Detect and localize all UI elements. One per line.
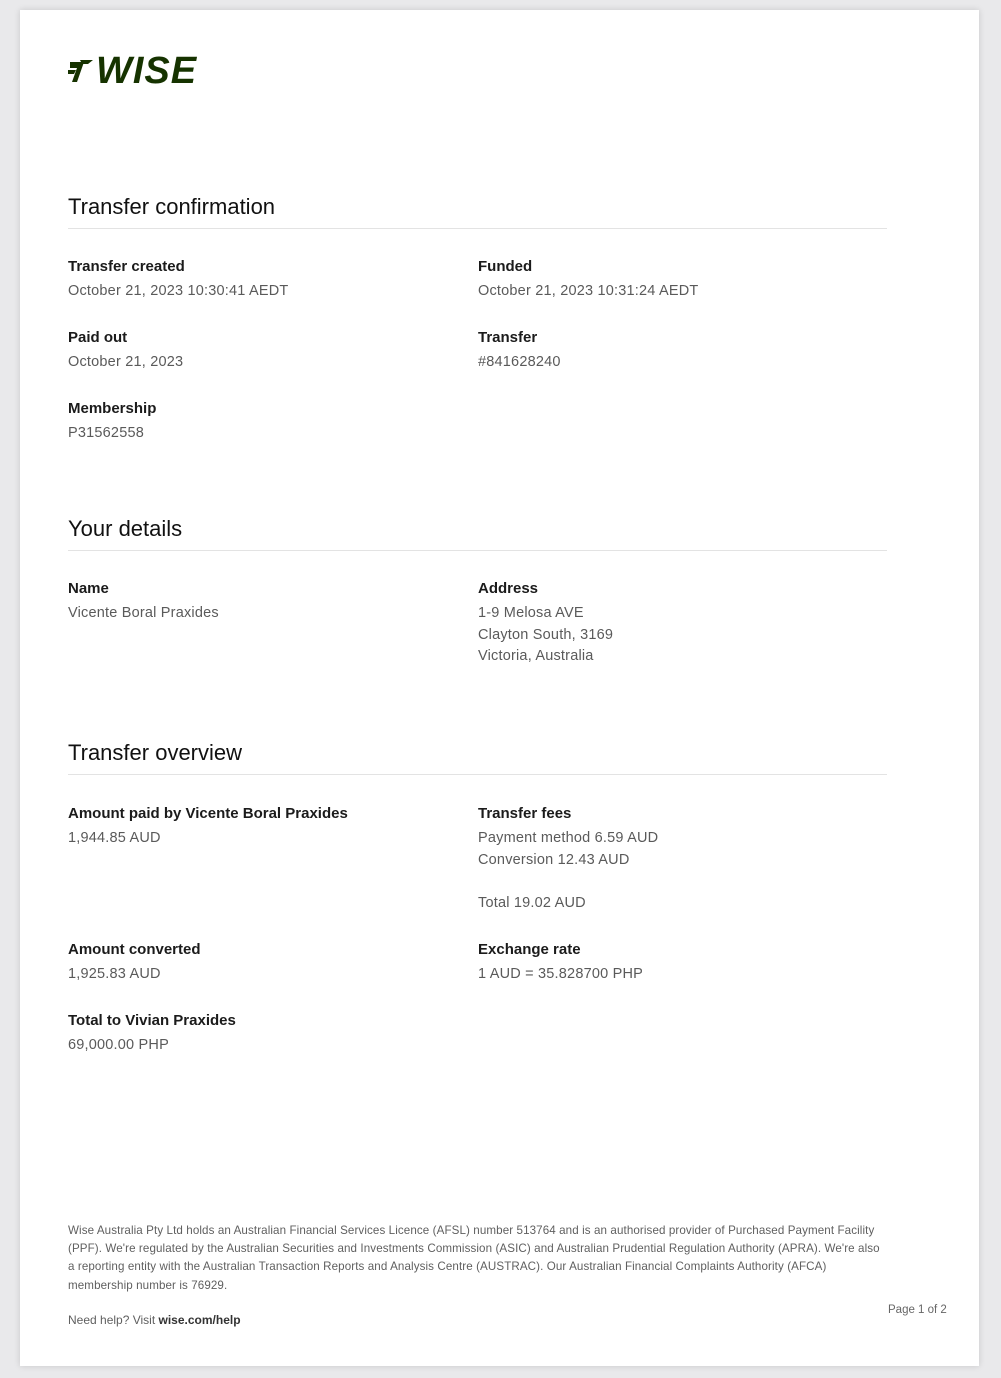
field-transfer-id (478, 329, 561, 374)
wise-logo (68, 52, 197, 90)
field-transfer-fees (478, 805, 658, 915)
field-value: October 21, 2023 10:31:24 AEDT (478, 283, 699, 299)
field-name (68, 580, 219, 625)
field-label: Paid out (68, 329, 128, 346)
legal-disclaimer: Wise Australia Pty Ltd holds an Australian Financial Services Licence (AFSL) number 513764 and is an authorised provider of Purchased Payment Facility (PPF). We're regulated by the Australian Securities and Investments Commission (ASIC) and Australian Prudential Regulation Authority (APRA). We're also a reporting entity with the Australian Transaction Reports and Analysis Centre (AUSTRAC). Our Australian Financial Complaints Authority (AFCA) membership number is 76929. (68, 1224, 880, 1292)
document-page (20, 10, 979, 1366)
field-label: Amount paid by Vicente Boral Praxides (68, 805, 348, 822)
section-title-transfer-overview: Transfer overview (68, 740, 887, 775)
field-total-to-recipient (68, 1012, 236, 1057)
field-label: Membership (68, 400, 157, 417)
field-value: 69,000.00 PHP (68, 1037, 169, 1053)
field-label: Transfer (478, 329, 538, 346)
field-exchange-rate (478, 941, 643, 986)
field-address (478, 580, 613, 668)
field-amount-paid (68, 805, 348, 850)
field-value: #841628240 (478, 354, 561, 370)
transfer-overview-section (68, 740, 887, 1070)
address-line-1: 1-9 Melosa AVE (478, 605, 584, 621)
field-value: 1 AUD = 35.828700 PHP (478, 966, 644, 982)
field-label: Total to Vivian Praxides (68, 1012, 236, 1029)
field-label: Amount converted (68, 941, 201, 958)
field-label: Name (68, 580, 109, 597)
field-funded (478, 258, 698, 303)
field-value: 1,944.85 AUD (68, 830, 161, 846)
help-line (68, 1313, 241, 1327)
field-label: Transfer created (68, 258, 185, 275)
field-value: 1,925.83 AUD (68, 966, 161, 982)
wise-flag-icon (68, 58, 94, 84)
field-value: October 21, 2023 10:30:41 AEDT (68, 283, 289, 299)
field-membership (68, 400, 156, 445)
field-value: October 21, 2023 (68, 354, 184, 370)
field-paid-out (68, 329, 183, 374)
field-label: Transfer fees (478, 805, 572, 822)
your-details-section (68, 516, 887, 686)
help-link[interactable]: wise.com/help (158, 1313, 241, 1327)
field-amount-converted (68, 941, 201, 986)
help-prefix: Need help? Visit (68, 1313, 159, 1327)
field-label: Address (478, 580, 539, 597)
page-number: Page 1 of 2 (888, 1304, 947, 1316)
transfer-confirmation-section (68, 194, 887, 454)
field-label: Exchange rate (478, 941, 581, 958)
wise-logo-text: WISE (96, 50, 198, 92)
address-line-3: Victoria, Australia (478, 648, 594, 664)
field-label: Funded (478, 258, 533, 275)
fee-total: Total 19.02 AUD (478, 895, 586, 911)
fee-conversion: Conversion 12.43 AUD (478, 851, 630, 868)
fee-payment-method: Payment method 6.59 AUD (478, 830, 659, 846)
field-transfer-created (68, 258, 288, 303)
field-value: P31562558 (68, 425, 144, 441)
section-title-your-details: Your details (68, 516, 887, 551)
section-title-transfer-confirmation: Transfer confirmation (68, 194, 887, 229)
field-value: Vicente Boral Praxides (68, 605, 219, 621)
address-line-2: Clayton South, 3169 (478, 626, 614, 643)
